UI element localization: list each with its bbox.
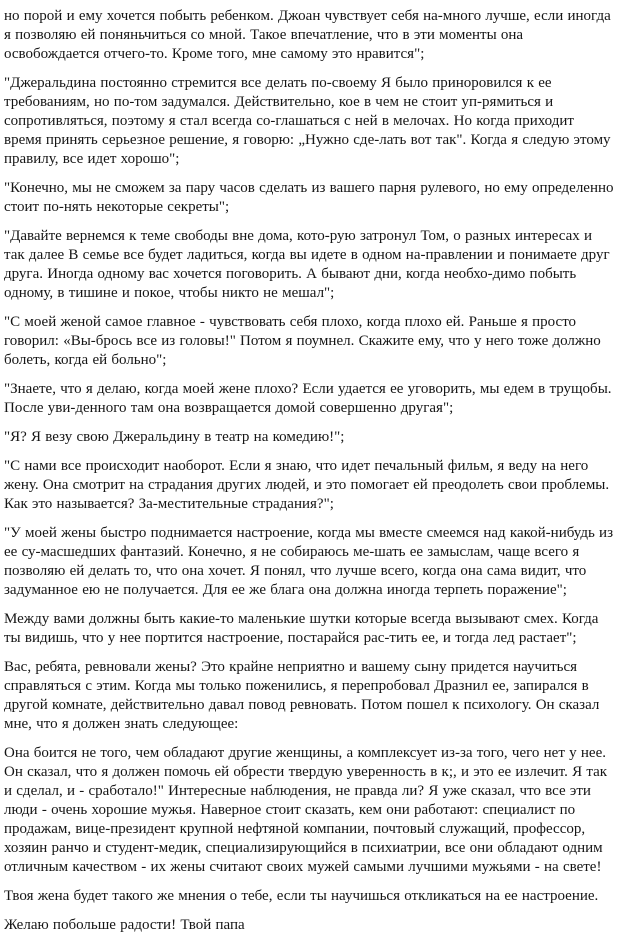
- paragraph: "Я? Я везу свою Джеральдину в театр на комедию!";: [4, 429, 345, 445]
- paragraph: Желаю побольше радости! Твой папа: [4, 917, 245, 933]
- paragraph: "Знаете, что я делаю, когда моей жене плохо? Если удается ее уговорить, мы едем в трущобы. После уви-денного там она возвращается домой совершенно другая";: [4, 381, 612, 416]
- paragraph: Между вами должны быть какие-то маленькие шутки которые всегда вызывают смех. Когда ты видишь, что у нее портится настроение, постарайся рас-тить ее, и тогда лед растает";: [4, 611, 599, 646]
- paragraph: "Давайте вернемся к теме свободы вне дома, кото-рую затронул Том, о разных интересах и так далее В семье все будет ладиться, когда вы идете в одном на-правлении и понимаете друг друга. Иногда одному вас хочется поговорить. А бывают дни, когда необхо-димо побыть одному, в тишине и покое, чтобы никто не мешал";: [4, 228, 610, 301]
- paragraph: Она боится не того, чем обладают другие женщины, а комплексует из-за того, чего нет у нее. Он сказал, что я должен помочь ей обрести твердую уверенность в к;, и это ее излечит. Я так и сделал, и - сработало!" Интересные наблюдения, не правда ли? Я уже сказал, что все эти люди - очень хорошие мужья. Наверное стоит сказать, кем они работают: специалист по продажам, вице-президент крупной нефтяной компании, почтовый служащий, профессор, хозяин ранчо и студент-медик, специализирующийся в психиатрии, все они обладают одним отличным качеством - их жены считают своих мужей самыми лучшими мужьями - на свете!: [4, 745, 608, 875]
- paragraph: "С нами все происходит наоборот. Если я знаю, что идет печальный фильм, я веду на него жену. Она смотрит на страдания других людей, и это помогает ей преодолеть свои проблемы. Как это называется? За-местительные страдания?";: [4, 458, 610, 512]
- paragraph: Вас, ребята, ревновали жены? Это крайне неприятно и вашему сыну придется научиться справляться с этим. Когда мы только поженились, я перепробовал Дразнил ее, запирался в другой комнате, действительно давал повод ревновать. Потом пошел к психологу. Он сказал мне, что я должен знать следующее:: [4, 659, 600, 732]
- paragraph: "С моей женой самое главное - чувствовать себя плохо, когда плохо ей. Раньше я просто говорил: «Вы-брось все из головы!" Потом я поумнел. Скажите ему, что у него тоже должно болеть, когда ей больно";: [4, 314, 601, 368]
- paragraph: "Конечно, мы не сможем за пару часов сделать из вашего парня рулевого, но ему определенно стоит по-нять некоторые секреты";: [4, 180, 614, 215]
- paragraph: "Джеральдина постоянно стремится все делать по-своему Я было приноровился к ее требованиям, но по-том задумался. Действительно, кое в чем не стоит уп-рямиться и сопротивляться, поэтому я стал всегда со-глашаться с ней в мелочах. Но когда приходит время принять серьезное решение, я говорю: „Нужно сде-лать вот так". Когда я следую этому правилу, все идет хорошо";: [4, 75, 611, 167]
- paragraph: но порой и ему хочется побыть ребенком. Джоан чувствует себя на-много лучше, если иногда я позволяю ей поняньчиться со мной. Такое впечатление, что в эти моменты она освобождается отчего-то. Кроме того, мне самому это нравится";: [4, 8, 611, 62]
- paragraph: Твоя жена будет такого же мнения о тебе, если ты научишься откликаться на ее настроение.: [4, 888, 599, 904]
- paragraph: "У моей жены быстро поднимается настроение, когда мы вместе смеемся над какой-нибудь из ее су-масшедших фантазий. Конечно, я не собираюсь ме-шать ее замыслам, чаще всего я позволяю ей делать то, что она хочет. Я понял, что лучше всего, когда она сама видит, что задуманное ею не получается. Для ее же блага она должна иногда терпеть поражение";: [4, 525, 614, 598]
